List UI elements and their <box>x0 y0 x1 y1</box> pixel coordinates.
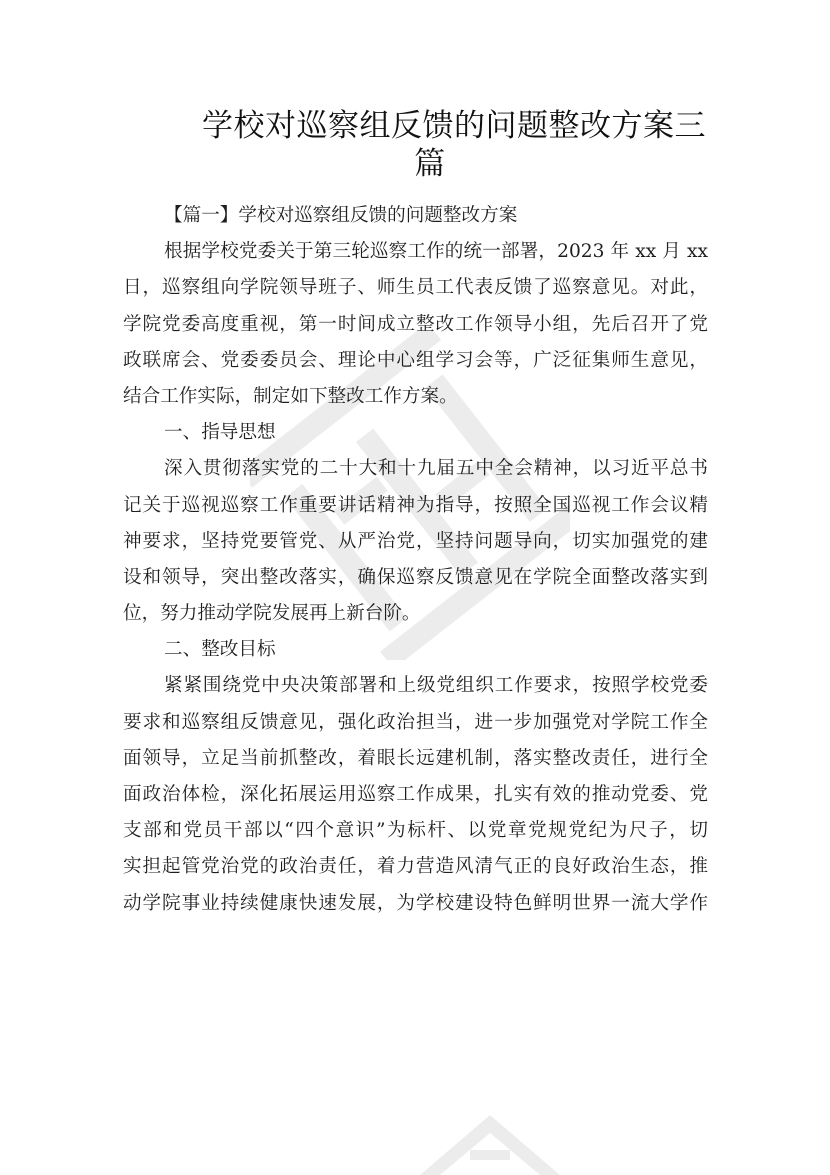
paragraph-line: 紧紧围绕党中央决策部署和上级党组织工作要求，按照学校党委 <box>164 675 708 697</box>
paragraph-line: 日，巡察组向学院领导班子、师生员工代表反馈了巡察意见。对此， <box>123 277 708 299</box>
document-title-line-2: 篇 <box>414 146 446 182</box>
paragraph-line: 动学院事业持续健康快速发展，为学校建设特色鲜明世界一流大学作 <box>123 892 708 914</box>
paragraph-line: 记关于巡视巡察工作重要讲话精神为指导，按照全国巡视工作会议精 <box>123 494 708 516</box>
watermark-stamp-bottom-icon <box>420 1115 560 1175</box>
paragraph-line: 结合工作实际，制定如下整改工作方案。 <box>123 385 458 407</box>
document-title-line-1: 学校对巡察组反馈的问题整改方案三 <box>202 108 706 144</box>
paragraph-line: 学院党委高度重视，第一时间成立整改工作领导小组，先后召开了党 <box>123 313 708 335</box>
section-heading-rectification-goals: 二、整改目标 <box>164 639 276 661</box>
paragraph-line: 政联席会、党委委员会、理论中心组学习会等，广泛征集师生意见， <box>123 349 708 371</box>
section-heading-part-one: 【篇一】学校对巡察组反馈的问题整改方案 <box>164 205 518 226</box>
section-heading-guiding-ideology: 一、指导思想 <box>164 422 276 444</box>
paragraph-line: 要求和巡察组反馈意见，强化政治担当，进一步加强党对学院工作全 <box>123 711 708 733</box>
paragraph-line: 实担起管党治党的政治责任，着力营造风清气正的良好政治生态，推 <box>123 856 708 878</box>
paragraph-line: 面政治体检，深化拓展运用巡察工作成果，扎实有效的推动党委、党 <box>123 784 708 805</box>
paragraph-line: 设和领导，突出整改落实，确保巡察反馈意见在学院全面整改落实到 <box>123 566 708 588</box>
paragraph-line: 位，努力推动学院发展再上新台阶。 <box>123 603 421 625</box>
paragraph-line: 支部和党员干部以“四个意识”为标杆、以党章党规党纪为尺子，切 <box>123 820 708 842</box>
document-body <box>123 198 708 922</box>
paragraph-line: 深入贯彻落实党的二十大和十九届五中全会精神，以习近平总书 <box>164 458 708 480</box>
paragraph-line: 根据学校党委关于第三轮巡察工作的统一部署，2023 年 xx 月 xx <box>164 241 708 263</box>
paragraph-line: 神要求，坚持党要管党、从严治党，坚持问题导向，切实加强党的建 <box>123 530 708 552</box>
paragraph-line: 面领导，立足当前抓整改，着眼长远建机制，落实整改责任，进行全 <box>123 747 708 769</box>
